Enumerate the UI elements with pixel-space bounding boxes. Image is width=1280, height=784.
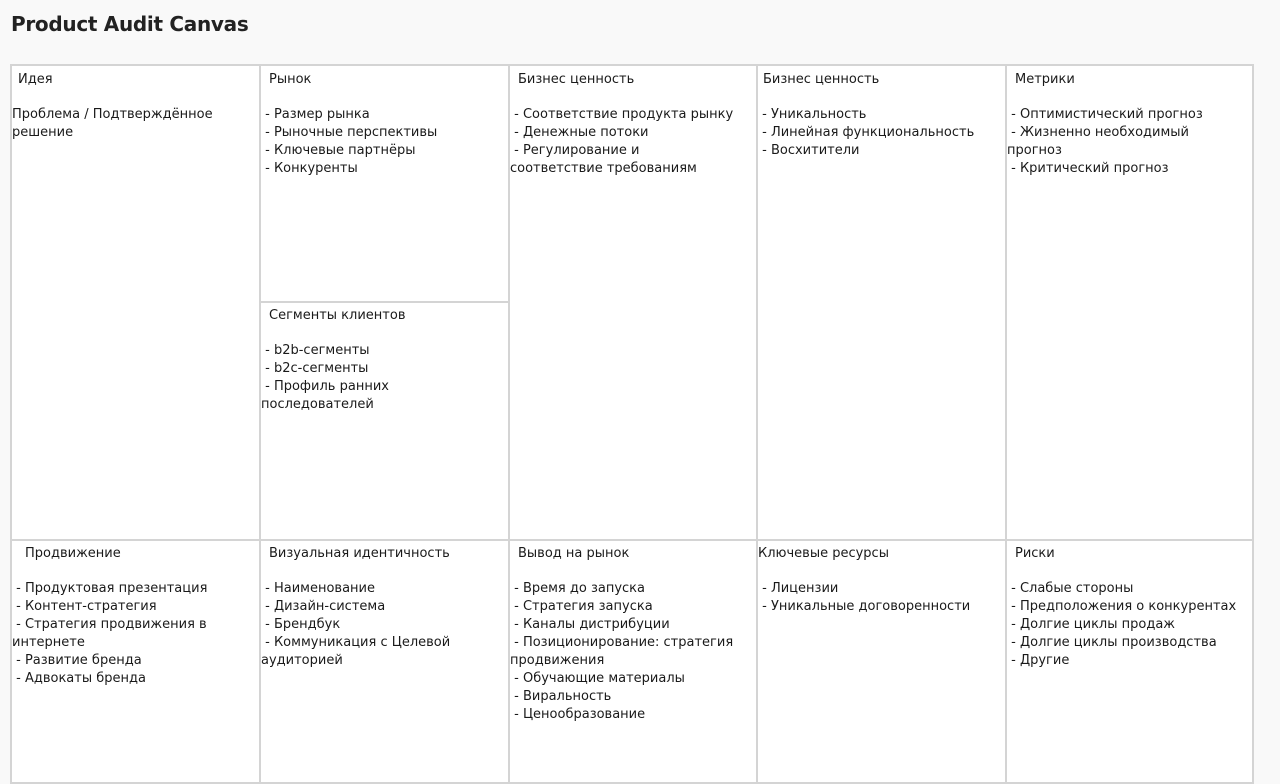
cell-key-resources-body: [758, 580, 1004, 616]
cell-line: - Линейная функциональность: [758, 125, 975, 140]
cell-line: - Лицензии: [758, 581, 839, 596]
cell-risks-body: [1007, 580, 1252, 670]
cell-risks-title: Риски: [1015, 546, 1055, 561]
cell-line: - Коммуникация с Целевой: [261, 635, 451, 650]
cell-line: - Регулирование и: [510, 143, 640, 158]
cell-metrics[interactable]: [1007, 71, 1252, 178]
cell-line: - Профиль ранних: [261, 379, 389, 394]
cell-line: - Уникальные договоренности: [758, 599, 971, 614]
cell-visual-identity-title: Визуальная идентичность: [269, 546, 450, 561]
cell-segments-title: Сегменты клиентов: [269, 308, 406, 323]
cell-line: решение: [12, 125, 74, 140]
cell-line: - b2b-сегменты: [261, 343, 370, 358]
cell-market-title: Рынок: [269, 72, 312, 87]
cell-line: - b2c-сегменты: [261, 361, 369, 376]
cell-line: - Долгие циклы производства: [1007, 635, 1217, 650]
cell-business-value-2[interactable]: [758, 71, 1004, 160]
cell-line: Проблема / Подтверждённое: [12, 107, 213, 122]
cell-line: продвижения: [510, 653, 605, 668]
cell-line: - Жизненно необходимый: [1007, 125, 1189, 140]
cell-line: соответствие требованиям: [510, 161, 697, 176]
cell-line: - Развитие бренда: [12, 653, 142, 668]
cell-risks[interactable]: [1007, 545, 1252, 670]
cell-go-to-market-title: Вывод на рынок: [518, 546, 630, 561]
cell-idea-body: [12, 106, 258, 142]
cell-line: - Время до запуска: [510, 581, 645, 596]
cell-idea-title: Идея: [18, 72, 53, 87]
cell-line: - Обучающие материалы: [510, 671, 685, 686]
cell-metrics-title: Метрики: [1015, 72, 1075, 87]
market-segments-divider: [261, 301, 508, 303]
cell-line: - Виральность: [510, 689, 612, 704]
cell-line: - Другие: [1007, 653, 1070, 668]
cell-business-value-2-title: Бизнес ценность: [763, 72, 880, 87]
cell-segments-body: [261, 342, 507, 414]
cell-line: - Восхитители: [758, 143, 860, 158]
cell-promotion-body: [12, 580, 258, 688]
cell-line: - Размер рынка: [261, 107, 370, 122]
cell-business-value-1-body: [510, 106, 756, 178]
cell-visual-identity[interactable]: [261, 545, 507, 670]
cell-line: - Денежные потоки: [510, 125, 649, 140]
cell-visual-identity-body: [261, 580, 507, 670]
cell-line: - Наименование: [261, 581, 375, 596]
cell-business-value-2-body: [758, 106, 1004, 160]
cell-line: - Контент-стратегия: [12, 599, 157, 614]
cell-line: - Конкуренты: [261, 161, 358, 176]
cell-line: - Стратегия продвижения в: [12, 617, 207, 632]
cell-line: аудиторией: [261, 653, 343, 668]
row-divider: [12, 539, 1252, 541]
cell-promotion[interactable]: [12, 545, 258, 688]
cell-line: - Стратегия запуска: [510, 599, 653, 614]
cell-market[interactable]: [261, 71, 507, 178]
cell-line: интернете: [12, 635, 85, 650]
cell-go-to-market[interactable]: [510, 545, 756, 724]
cell-business-value-1[interactable]: [510, 71, 756, 178]
cell-line: - Предположения о конкурентах: [1007, 599, 1237, 614]
cell-line: - Ценообразование: [510, 707, 646, 722]
cell-line: прогноз: [1007, 143, 1062, 158]
cell-line: - Соответствие продукта рынку: [510, 107, 734, 122]
cell-line: - Позиционирование: стратегия: [510, 635, 734, 650]
audit-canvas-board: [10, 64, 1254, 784]
column-divider: [756, 66, 758, 782]
cell-line: - Рыночные перспективы: [261, 125, 438, 140]
cell-line: - Дизайн-система: [261, 599, 386, 614]
cell-promotion-title: Продвижение: [25, 546, 121, 561]
cell-line: - Оптимистический прогноз: [1007, 107, 1203, 122]
page-title: Product Audit Canvas: [11, 12, 249, 36]
cell-line: - Каналы дистрибуции: [510, 617, 670, 632]
cell-business-value-1-title: Бизнес ценность: [518, 72, 635, 87]
cell-line: - Долгие циклы продаж: [1007, 617, 1176, 632]
cell-idea[interactable]: [12, 71, 258, 142]
cell-line: - Продуктовая презентация: [12, 581, 208, 596]
cell-customer-segments[interactable]: [261, 307, 507, 414]
cell-key-resources-title: Ключевые ресурсы: [758, 546, 889, 561]
cell-go-to-market-body: [510, 580, 756, 724]
cell-line: - Слабые стороны: [1007, 581, 1134, 596]
cell-line: - Адвокаты бренда: [12, 671, 146, 686]
cell-line: - Ключевые партнёры: [261, 143, 416, 158]
cell-line: - Уникальность: [758, 107, 867, 122]
cell-line: - Критический прогноз: [1007, 161, 1169, 176]
cell-line: - Брендбук: [261, 617, 341, 632]
cell-metrics-body: [1007, 106, 1252, 178]
cell-line: последователей: [261, 397, 374, 412]
cell-key-resources[interactable]: [758, 545, 1004, 616]
cell-market-body: [261, 106, 507, 178]
